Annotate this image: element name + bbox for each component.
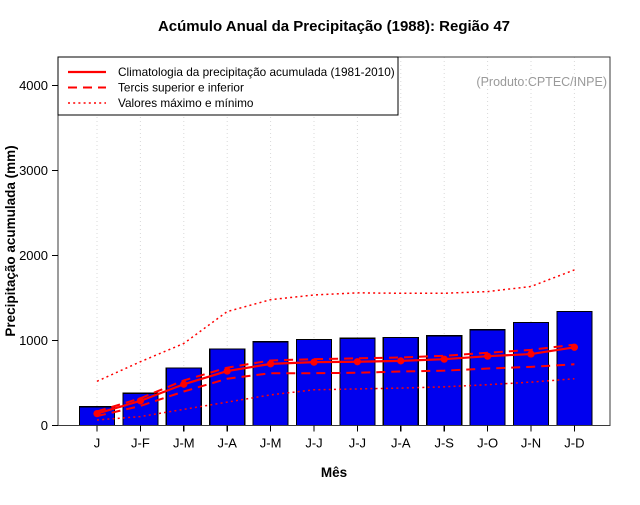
x-tick-label: J bbox=[93, 435, 101, 451]
y-tick-label: 4000 bbox=[19, 77, 48, 93]
x-tick-label: J-J bbox=[348, 435, 367, 451]
x-tick-label: J-N bbox=[520, 435, 542, 451]
x-axis-label: Mês bbox=[320, 465, 348, 480]
bar bbox=[253, 342, 288, 426]
bar bbox=[297, 340, 332, 426]
bar bbox=[470, 330, 505, 426]
y-axis-label: Precipitação acumulada (mm) bbox=[3, 145, 18, 337]
x-tick-label: J-A bbox=[217, 435, 237, 451]
legend-label-climatology: Climatologia da precipitação acumulada (1981-2010) bbox=[118, 65, 395, 79]
bar bbox=[514, 323, 549, 426]
plot-area bbox=[19, 57, 610, 451]
product-watermark: (Produto:CPTEC/INPE) bbox=[476, 75, 607, 89]
bar bbox=[340, 338, 375, 425]
bar bbox=[383, 337, 418, 425]
climatology-point bbox=[180, 381, 187, 388]
legend bbox=[58, 57, 398, 115]
y-tick-label: 1000 bbox=[19, 332, 48, 348]
y-tick-label: 2000 bbox=[19, 247, 48, 263]
y-tick-label: 3000 bbox=[19, 162, 48, 178]
chart-title: Acúmulo Anual da Precipitação (1988): Região 47 bbox=[157, 18, 511, 35]
y-tick-label: 0 bbox=[40, 418, 48, 433]
bar bbox=[210, 349, 245, 426]
legend-label-max-min: Valores máximo e mínimo bbox=[118, 96, 254, 110]
bar bbox=[427, 336, 462, 426]
climatology-point bbox=[527, 350, 534, 357]
climatology-point bbox=[397, 357, 404, 364]
x-tick-label: J-M bbox=[172, 435, 195, 451]
x-tick-label: J-M bbox=[259, 435, 282, 451]
bar bbox=[557, 312, 592, 426]
legend-label-terciles: Tercis superior e inferior bbox=[118, 80, 244, 95]
x-tick-label: J-J bbox=[305, 435, 323, 451]
x-tick-label: J-D bbox=[564, 435, 585, 451]
x-tick-label: J-S bbox=[434, 435, 454, 451]
x-tick-label: J-F bbox=[131, 435, 150, 451]
x-tick-label: J-O bbox=[477, 435, 499, 451]
x-tick-label: J-A bbox=[391, 435, 411, 451]
